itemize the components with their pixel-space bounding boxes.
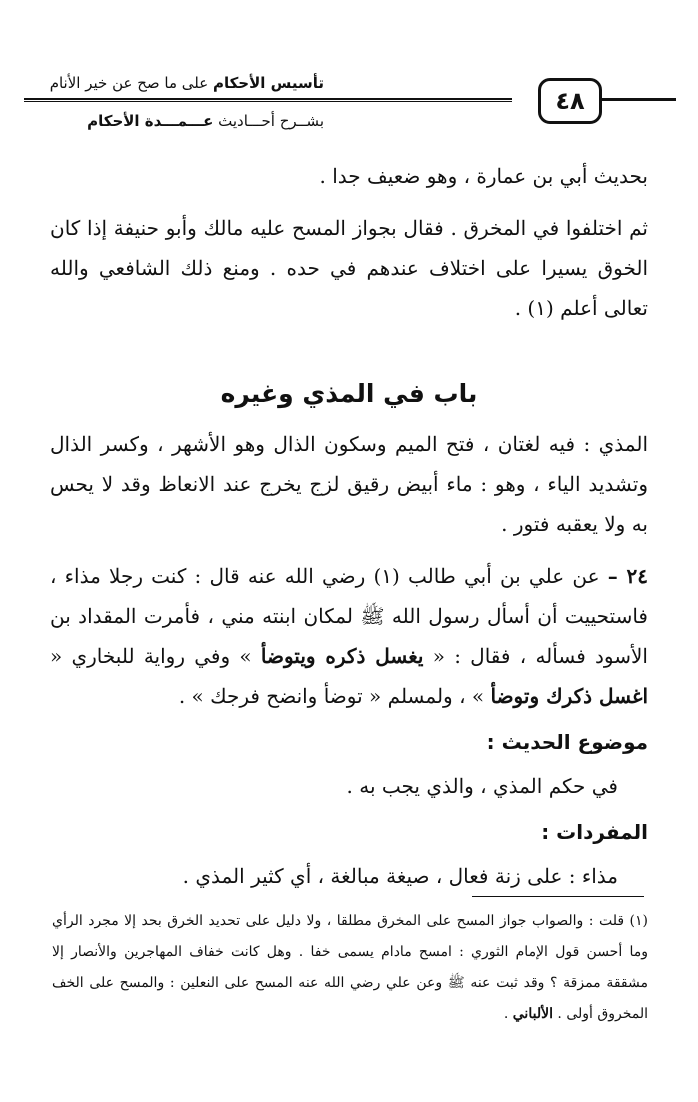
paragraph-khuff: ثم اختلفوا في المخرق . فقال بجواز المسح عليه مالك وأبو حنيفة إذا كان الخوق يسيرا على اختلاف عندهم في حده . ومنع ذلك الشافعي والله تعالى أعلم (١) . xyxy=(50,216,648,320)
hadith-24: ٢٤ – عن علي بن أبي طالب (١) رضي الله عنه قال : كنت رجلا مذاء ، فاستحييت أن أسأل رسول الله ﷺ لمكان ابنته مني ، فأمرت المقداد بن الأسود فسأله ، فقال : « يغسل ذكره ويتوضأ » وفي رواية للبخاري « اغسل ذكرك وتوضأ » ، ولمسلم « توضأ وانضح فرجك » . xyxy=(50,564,648,708)
paragraph-madhi-definition: المذي : فيه لغتان ، فتح الميم وسكون الذال وهو الأشهر ، وكسر الذال وتشديد الياء ، وهو : ماء أبيض رقيق لزج يخرج عند الانعاظ وقد لا يحس به ولا يعقبه فتور . xyxy=(50,432,648,536)
hadith-number: ٢٤ – xyxy=(607,564,648,588)
topic-text: في حكم المذي ، والذي يجب به . xyxy=(346,774,618,798)
footnote-rule xyxy=(472,896,644,897)
page-number: ٤٨ xyxy=(538,78,602,124)
header-rule-thin xyxy=(24,101,512,102)
book-title: تأسيس الأحكام على ما صح عن خير الأنام xyxy=(49,74,324,92)
section-title: باب في المذي وغيره xyxy=(220,379,478,408)
header-rule-right xyxy=(602,98,676,101)
paragraph-continuation: بحديث أبي بن عمارة ، وهو ضعيف جدا . xyxy=(319,164,648,188)
page-body xyxy=(50,156,648,896)
subheading-vocabulary: المفردات : xyxy=(541,820,648,844)
vocabulary-text: مذاء : على زنة فعال ، صيغة مبالغة ، أي كثير المذي . xyxy=(182,864,618,888)
footnotes xyxy=(52,906,648,1030)
book-subtitle: بشــرح أحـــاديث عـــمـــدة الأحكام xyxy=(87,112,324,130)
header-rule xyxy=(24,98,512,100)
footnote-1: (١) قلت : والصواب جواز المسح على المخرق مطلقا ، ولا دليل على تحديد الخرق بحد إلا مجرد الرأي وما أحسن قول الإمام الثوري : امسح مادام يسمى خفا . وهل كانت خفاف المهاجرين والأنصار إلا مشققة ممزقة ؟ وقد ثبت عنه ﷺ وعن علي رضي الله عنه المسح على النعلين : والمسح على الخف المخروق أولى . الألباني . xyxy=(52,913,648,1022)
subheading-topic: موضوع الحديث : xyxy=(486,730,648,754)
page-header xyxy=(24,70,676,136)
footnote-author: الألباني xyxy=(512,1006,553,1022)
